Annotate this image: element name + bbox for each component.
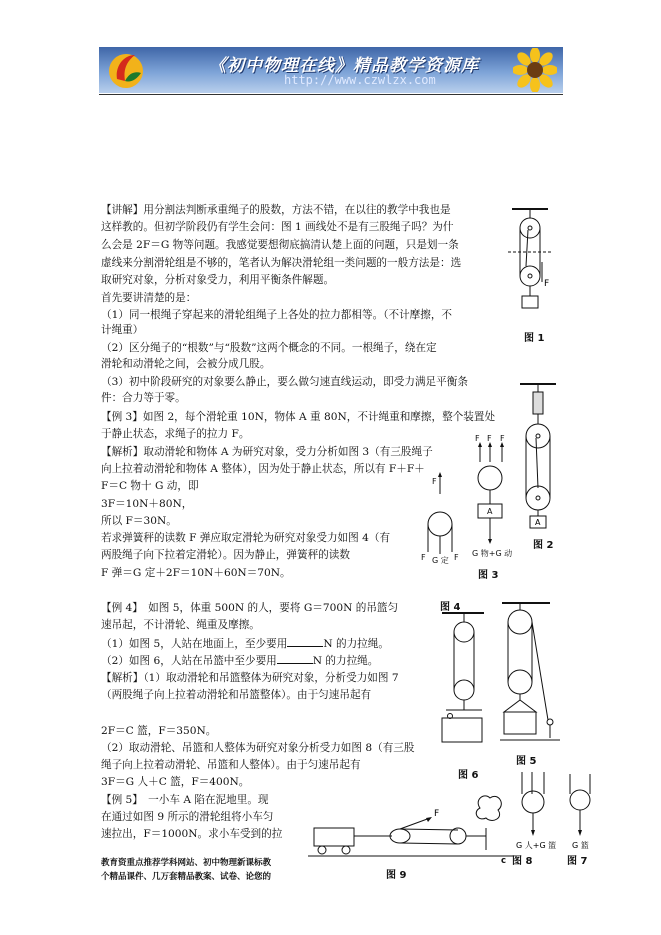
- text-line: （1）同一根绳子穿起来的滑轮组绳子上各处的拉力都相等。（不计摩擦，不: [101, 309, 453, 321]
- text-line: 绳子向上拉着动滑轮、吊篮和人整体）。由于匀速吊起有: [101, 759, 361, 771]
- figure-7-caption: 图 7: [567, 856, 588, 867]
- site-logo-icon: [105, 49, 147, 91]
- force-label: F: [544, 279, 550, 289]
- figure-9-caption: 图 9: [386, 870, 407, 881]
- figure-8-caption: 图 8: [512, 856, 533, 867]
- figure-1-caption: 图 1: [524, 333, 545, 344]
- text-line: 所以 F＝30N。: [101, 515, 177, 527]
- svg-text:F: F: [454, 553, 459, 562]
- text-line: F 弹＝G 定＋2F＝10N＋60N＝70N。: [101, 567, 291, 579]
- text-line: 【例 5】 一小车 A 陷在泥地里。现: [101, 794, 269, 806]
- text-line: 在通过如图 9 所示的滑轮组将小车匀: [101, 811, 274, 823]
- svg-text:A: A: [535, 518, 541, 527]
- banner-divider: [99, 94, 563, 95]
- answer-blank-2[interactable]: [277, 653, 313, 664]
- banner-title: 《初中物理在线》精品教学资源库: [209, 56, 479, 76]
- text-line: （2）区分绳子的“根数”与“股数”这两个概念的不同。一根绳子，绕在定: [101, 342, 437, 354]
- svg-text:F: F: [432, 477, 437, 486]
- svg-text:G 物+G 动: G 物+G 动: [472, 549, 513, 558]
- footer-promo-line-1[interactable]: 教育资重点推荐学科网站、初中物理新课标教: [101, 858, 272, 868]
- text-line: （2）取动滑轮、吊篮和人整体为研究对象分析受力如图 8（有三股: [101, 742, 415, 754]
- sunflower-icon: [513, 48, 557, 92]
- text-line: （2）如图 6，人站在吊篮中至少要用 N 的力拉绳。: [101, 655, 379, 667]
- svg-text:F: F: [475, 434, 480, 443]
- text-line: 【讲解】用分割法判断承重绳子的股数，方法不错，在以往的教学中我也是: [101, 204, 451, 216]
- text-line: 于静止状态，求绳子的拉力 F。: [101, 428, 250, 440]
- text-line: 【解析】（1）取动滑轮和吊篮整体为研究对象，分析受力如图 7: [101, 672, 399, 684]
- figure-4-caption: 图 4: [440, 602, 461, 613]
- text-line: 3F＝10N＋80N，: [101, 498, 193, 510]
- figure-9-car-pulley: [308, 790, 518, 862]
- text-line: 2F＝C 篮，F＝350N。: [101, 725, 217, 737]
- svg-text:G 人+G 篮: G 人+G 篮: [516, 841, 557, 850]
- svg-text:A: A: [487, 507, 493, 516]
- svg-text:F: F: [421, 553, 426, 562]
- figure-7-force-diagram: [560, 772, 600, 852]
- figure-3-force-diagram: [418, 434, 536, 564]
- text-line: 【解析】取动滑轮和物体 A 为研究对象，受力分析如图 3（有三股绳子: [101, 446, 433, 458]
- footer-tail: c: [501, 856, 507, 866]
- text-line: （1）如图 5，人站在地面上，至少要用 N 的力拉绳。: [101, 638, 389, 650]
- figure-3-caption: 图 3: [478, 570, 499, 581]
- svg-text:G 篮: G 篮: [572, 841, 589, 850]
- figure-1-pulley: [506, 206, 554, 322]
- text-line: 虚线来分割滑轮组是不够的，笔者认为解决滑轮组一类问题的一般方法是：选: [101, 257, 462, 269]
- svg-text:F: F: [487, 434, 492, 443]
- figure-5-caption: 图 5: [516, 756, 537, 767]
- text-line: 件：合力等于零。: [101, 392, 186, 404]
- svg-text:F: F: [500, 434, 505, 443]
- text-line: 么会是 2F＝G 物等问题。我感觉要想彻底搞清认楚上面的问题，只是划一条: [101, 239, 459, 251]
- text-line: 向上拉着动滑轮和物体 A 整体），因为处于静止状态，所以有 F＋F＋: [101, 463, 425, 475]
- text-line: 这样教的。但初学阶段仍有学生会问：图 1 画线处不是有三股绳子吗？为什: [101, 221, 454, 233]
- text-line: 速拉出，F＝1000N。求小车受到的拉: [101, 828, 283, 840]
- footer-promo-line-2[interactable]: 个精品课件、几万套精品教案、试卷、论您的: [101, 872, 272, 882]
- figure-6-pulley-basket: [438, 610, 488, 750]
- banner-url[interactable]: http://www.czwlzx.com: [284, 73, 436, 87]
- text-line: F＝C 物十 G 动，即: [101, 480, 199, 492]
- text-line: （3）初中阶段研究的对象要么静止，要么做匀速直线运动，即受力满足平衡条: [101, 376, 468, 388]
- answer-blank-1[interactable]: [287, 636, 323, 647]
- text-line: 【例 3】如图 2，每个滑轮重 10N，物体 A 重 80N，不计绳重和摩擦，整个装置处: [101, 411, 496, 423]
- figure-2-caption: 图 2: [533, 540, 554, 551]
- text-line: 两股绳子向下拉着定滑轮）。因为静止，弹簧秤的读数: [101, 549, 350, 561]
- text-line: 3F＝G 人＋C 篮，F＝400N。: [101, 776, 250, 788]
- text-line: 首先要讲清楚的是：: [101, 292, 197, 304]
- text-line: 计绳重）: [101, 324, 144, 336]
- text-line: 【例 4】 如图 5，体重 500N 的人，要将 G＝700N 的吊篮匀: [101, 602, 399, 614]
- text-line: 滑轮和动滑轮之间，会被分成几股。: [101, 358, 271, 370]
- text-line: 若求弹簧秤的读数 F 弹应取定滑轮为研究对象受力如图 4（有: [101, 532, 391, 544]
- text-line: 取研究对象，分析对象受力，利用平衡条件解题。: [101, 274, 335, 286]
- figure-5-pulley-basket: [500, 600, 562, 750]
- site-banner: [99, 47, 563, 93]
- figure-6-caption: 图 6: [458, 770, 479, 781]
- text-line: 速吊起，不计滑轮、绳重及摩擦。: [101, 619, 260, 631]
- text-line: （两股绳子向上拉着动滑轮和吊篮整体）。由于匀速吊起有: [101, 689, 372, 701]
- figure-8-force-diagram: [512, 768, 558, 858]
- svg-text:G 定: G 定: [432, 556, 449, 565]
- svg-text:F: F: [434, 809, 440, 819]
